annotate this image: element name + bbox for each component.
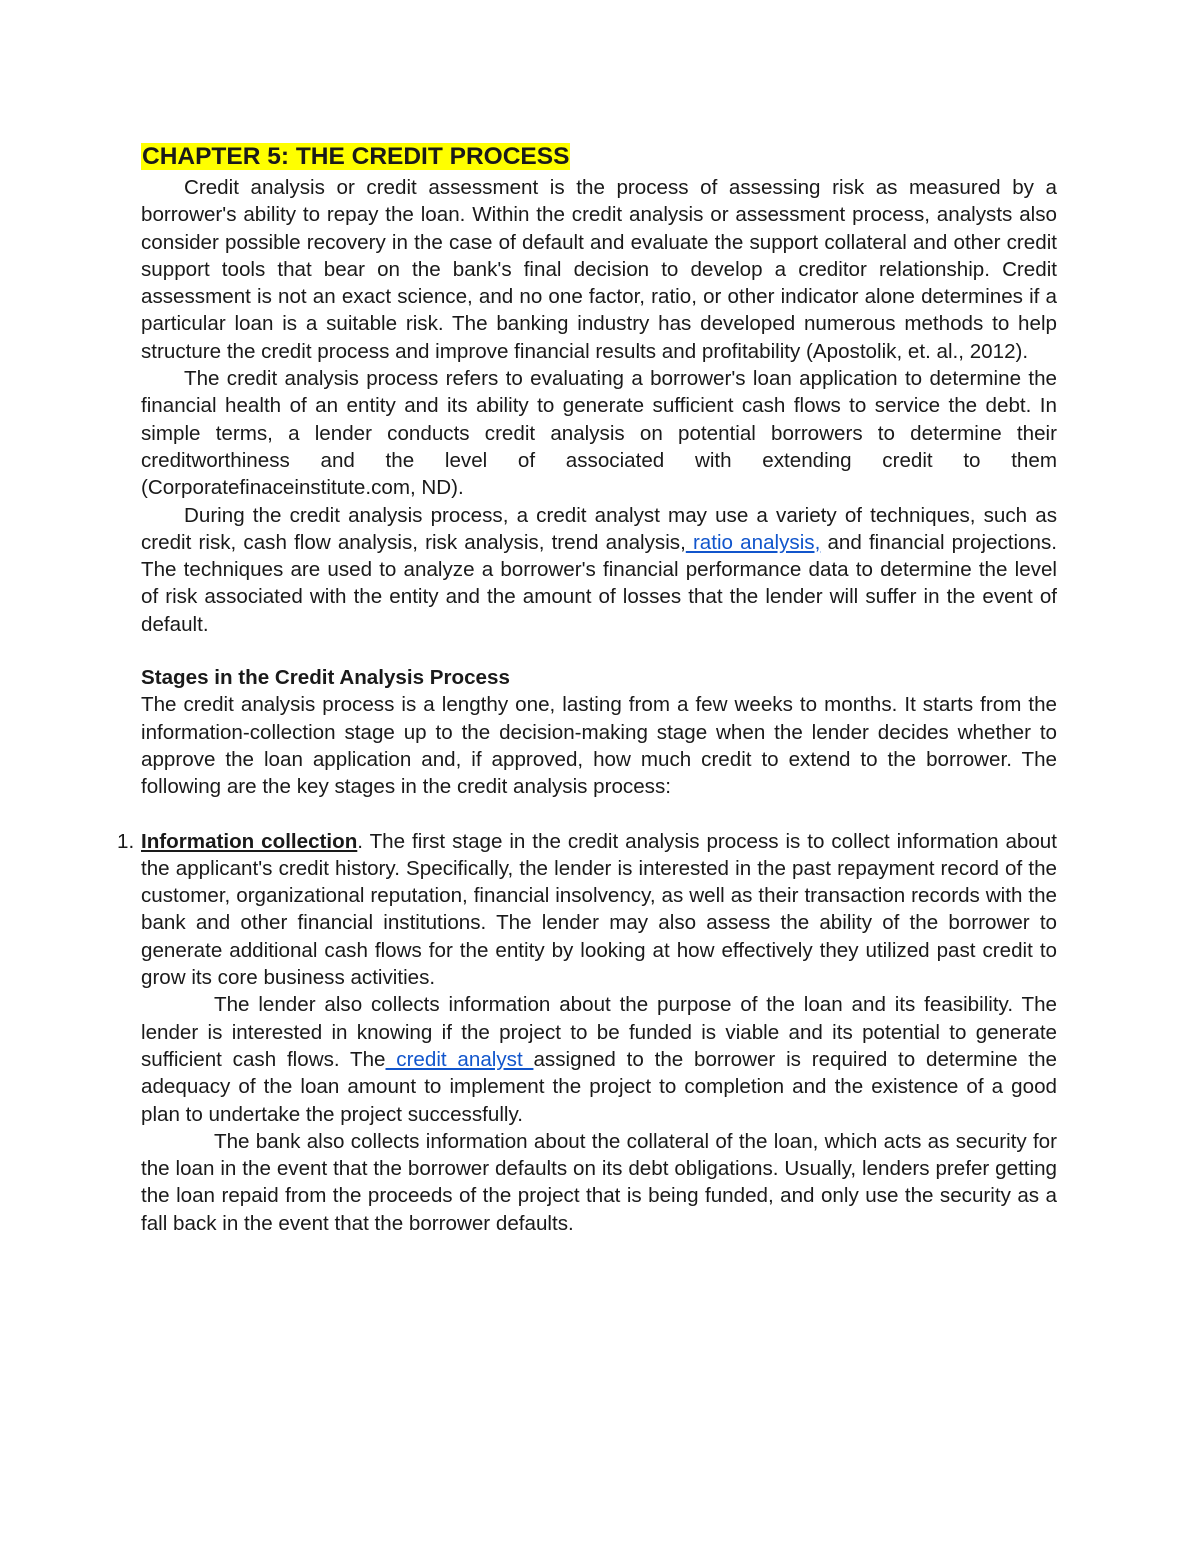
stage-item-information-collection [117, 828, 1057, 1237]
intro-paragraph-1: Credit analysis or credit assessment is the process of assessing risk as measured by a borrower's ability to repay the loan. Within the credit analysis or assessment process, analysts also consider possible recovery in the case of default and evaluate the support collateral and other credit support tools that bear on the bank's final decision to develop a creditor relationship. Credit assessment is not an exact science, and no one factor, ratio, or other indicator alone determines if a particular loan is a suitable risk. The banking industry has developed numerous methods to help structure the credit process and improve financial results and profitability (Apostolik, et. al., 2012). [141, 176, 1057, 363]
stages-intro-paragraph: The credit analysis process is a lengthy one, lasting from a few weeks to months. It starts from the information-collection stage up to the decision-making stage when the lender decides whether to approve the loan application and, if approved, how much credit to extend to the borrower. The following are the key stages in the credit analysis process: [141, 693, 1057, 799]
stage-paragraph-2-text-b: assigned to the borrower is required to determine the adequacy of the loan amount to implement the project to completion and the existence of a good plan to undertake the project successfully. [141, 1047, 1057, 1126]
chapter-title-text: CHAPTER 5: THE CREDIT PROCESS [142, 143, 570, 170]
intro-paragraph-3-text-a: During the credit analysis process, a credit analyst may use a variety of techniques, such as credit risk, cash flow analysis, risk analysis, trend analysis, [141, 503, 1057, 554]
credit-analyst-link[interactable]: credit analyst [385, 1047, 534, 1071]
document-page [117, 140, 1057, 1237]
stage-lead-text: . The first stage in the credit analysis process is to collect information about the applicant's credit history. Specifically, the lender is interested in the past repayment record of the customer, organizational reputation, financial insolvency, as well as their transaction records with the bank and other financial institutions. The lender may also assess the ability of the borrower to generate additional cash flows for the entity by looking at how effectively they utilized past credit to grow its core business activities. [141, 829, 1057, 990]
stage-title: Information collection [141, 829, 358, 853]
stage-list [117, 828, 1057, 1237]
intro-paragraph-3-text-b: and financial projections. The techniques are used to analyze a borrower's financial performance data to determine the level of risk associated with the entity and the amount of losses that the lender will suffer in the event of default. [141, 530, 1057, 636]
stage-paragraph-1 [141, 828, 1057, 992]
intro-paragraph-3 [141, 502, 1057, 638]
stage-number: 1. [117, 829, 135, 853]
stage-paragraph-2-text-a: The lender also collects information about the purpose of the loan and its feasibility. The lender is interested in knowing if the project to be funded is viable and its potential to generate sufficient cash flows. The [141, 993, 1057, 1071]
section-heading-stages: Stages in the Credit Analysis Process [141, 666, 510, 690]
chapter-title [141, 140, 1057, 174]
stage-paragraph-3: The bank also collects information about the collateral of the loan, which acts as security for the loan in the event that the borrower defaults on its debt obligations. Usually, lenders prefer getting the loan repaid from the proceeds of the project that is being funded, and only use the security as a fall back in the event that the borrower defaults. [141, 1129, 1057, 1235]
ratio-analysis-link[interactable]: ratio analysis, [685, 530, 821, 554]
intro-paragraph-2: The credit analysis process refers to evaluating a borrower's loan application to determine the financial health of an entity and its ability to generate sufficient cash flows to service the debt. In simple terms, a lender conducts credit analysis on potential borrowers to determine their creditworthiness and the level of associated with extending credit to them (Corporatefinaceinstitute.com, ND). [141, 367, 1057, 500]
stage-paragraph-2 [141, 991, 1057, 1127]
